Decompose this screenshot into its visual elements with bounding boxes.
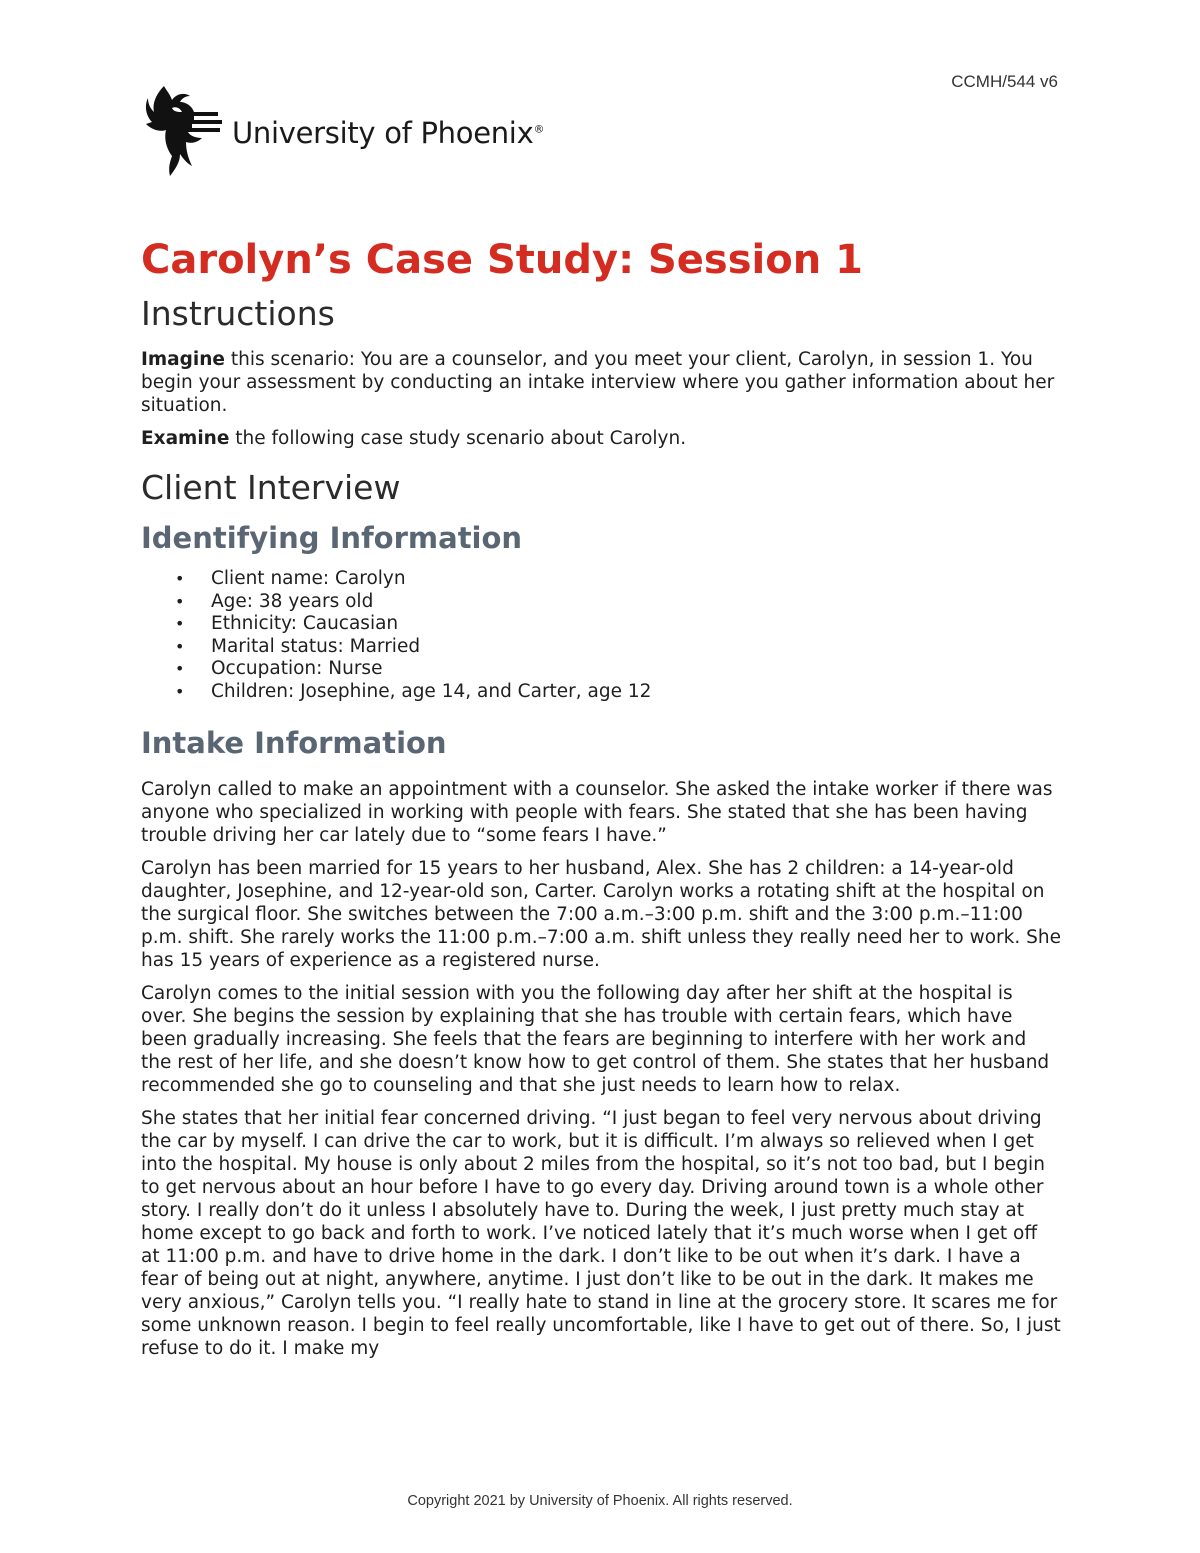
client-interview-heading: Client Interview — [141, 467, 401, 507]
list-item: • Marital status: Married — [211, 636, 1061, 659]
instructions-paragraph-2: Examine the following case study scenario about Carolyn. — [141, 427, 687, 449]
list-item: • Client name: Carolyn — [211, 568, 1061, 591]
intake-information-heading: Intake Information — [141, 725, 447, 760]
intake-paragraph-3: Carolyn comes to the initial session with you the following day after her shift at the hospital is over. She begins the session by explaining that she has trouble with certain fears, which have been gradually increasing. She feels that the fears are beginning to interfere with her work and the rest of her life, and she doesn’t know how to get control of them. She states that her husband recommended she go to counseling and that she just needs to learn how to relax. — [141, 983, 1050, 1097]
phoenix-icon — [142, 84, 222, 178]
course-code: CCMH/544 v6 — [951, 72, 1058, 91]
list-item: • Ethnicity: Caucasian — [211, 613, 1061, 636]
intake-paragraph-4: She states that her initial fear concerned driving. “I just began to feel very nervous about driving the car by myself. I can drive the car to work, but it is difficult. I’m always so relieved when I get into the hospital. My house is only about 2 miles from the hospital, so it’s not too bad, but I begin to get nervous about an hour before I have to go every day. Driving around town is a whole other story. I really don’t do it unless I absolutely have to. During the week, I just pretty much stay at home except to go back and forth to work. I’ve noticed lately that it’s much worse when I get off at 11:00 p.m. and have to drive home in the dark. I don’t like to be out when it’s dark. I have a fear of being out at night, anywhere, anytime. I just don’t like to be out in the dark. It makes me very anxious,” Carolyn tells you. “I really hate to stand in line at the grocery store. It scares me for some unknown reason. I begin to feel really uncomfortable, like I have to get out of there. So, I just refuse to do it. I make my — [141, 1108, 1061, 1360]
list-item: • Occupation: Nurse — [211, 658, 1061, 681]
list-item: • Children: Josephine, age 14, and Carter, age 12 — [211, 681, 1061, 704]
university-logo — [142, 84, 544, 178]
document-content — [141, 236, 1061, 1370]
copyright-footer: Copyright 2021 by University of Phoenix. All rights reserved. — [407, 1493, 793, 1509]
intake-paragraph-2: Carolyn has been married for 15 years to her husband, Alex. She has 2 children: a 14-year-old daughter, Josephine, and 12-year-old son, Carter. Carolyn works a rotating shift at the hospital on the surgical floor. She switches between the 7:00 a.m.–3:00 p.m. shift and the 3:00 p.m.–11:00 p.m. shift. She rarely works the 11:00 p.m.–7:00 a.m. shift unless they really need her to work. She has 15 years of experience as a registered nurse. — [141, 858, 1061, 972]
instructions-paragraph-1: Imagine this scenario: You are a counselor, and you meet your client, Carolyn, in session 1. You begin your assessment by conducting an intake interview where you gather information about her situation. — [141, 348, 1055, 416]
intake-paragraph-1: Carolyn called to make an appointment with a counselor. She asked the intake worker if there was anyone who specialized in working with people with fears. She stated that she has been having trouble driving her car lately due to “some fears I have.” — [141, 779, 1053, 847]
list-item: • Age: 38 years old — [211, 591, 1061, 614]
page-title: Carolyn’s Case Study: Session 1 — [141, 237, 863, 283]
identifying-information-heading: Identifying Information — [141, 521, 523, 556]
instructions-heading: Instructions — [141, 294, 335, 333]
logo-text: University of Phoenix® — [232, 116, 545, 150]
identifying-information-list — [141, 568, 1061, 704]
